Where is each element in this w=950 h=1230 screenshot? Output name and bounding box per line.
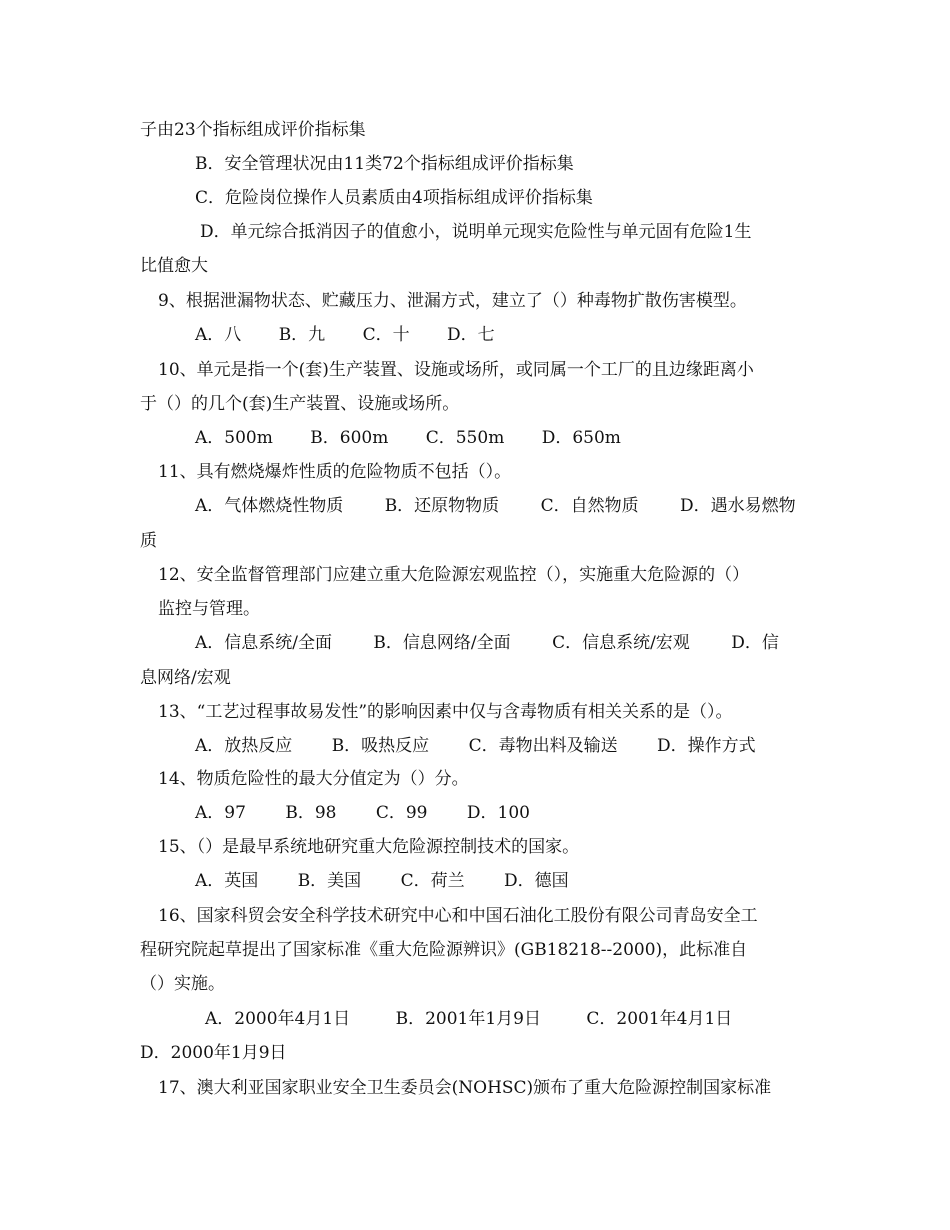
option-d: D．信 — [731, 633, 779, 653]
option-b: B．2001年1月9日 — [395, 1009, 541, 1029]
option-d: D．德国 — [504, 871, 569, 891]
option-a: A．2000年4月1日 — [205, 1009, 351, 1029]
option-a: A．放热反应 — [195, 736, 293, 756]
question-16-options — [205, 1008, 732, 1030]
option-a: A．500m — [195, 428, 273, 448]
text-line: （）实施。 — [140, 974, 225, 994]
question-13: 13、“工艺过程事故易发性”的影响因素中仅与含毒物质有相关关系的是（）。 — [158, 702, 733, 722]
question-13-options — [195, 735, 756, 757]
option-c: C．550m — [425, 428, 505, 448]
text-line: 于（）的几个(套)生产装置、设施或场所。 — [140, 394, 460, 414]
option-d: D．遇水易燃物 — [680, 496, 796, 516]
option-c: C．荷兰 — [400, 871, 465, 891]
text-line: 子由23个指标组成评价指标集 — [140, 120, 366, 140]
option-b: B．98 — [285, 803, 337, 823]
option-c: C．自然物质 — [540, 496, 639, 516]
question-15-options — [195, 870, 569, 892]
option-c: C．99 — [375, 803, 428, 823]
text-line: 监控与管理。 — [158, 599, 260, 619]
option-b: B．信息网络/全面 — [373, 633, 511, 653]
question-17: 17、澳大利亚国家职业安全卫生委员会(NOHSC)颁布了重大危险源控制国家标准 — [158, 1078, 772, 1098]
question-16: 16、国家科贸会安全科学技术研究中心和中国石油化工股份有限公司青岛安全工 — [158, 906, 758, 926]
option-c: C．毒物出料及输送 — [468, 736, 618, 756]
question-14-options — [195, 802, 530, 824]
option-d: D．100 — [466, 803, 530, 823]
option-c: C．2001年4月1日 — [586, 1009, 733, 1029]
option-a: A．八 — [195, 325, 242, 345]
option-c: C．十 — [362, 325, 410, 345]
option-b: B．美国 — [297, 871, 362, 891]
option-c: C．信息系统/宏观 — [552, 633, 690, 653]
option-a: A．信息系统/全面 — [195, 633, 333, 653]
option-a: A．97 — [195, 803, 246, 823]
question-10-options — [195, 427, 621, 449]
text-line: 息网络/宏观 — [140, 668, 231, 688]
question-12-options — [195, 632, 779, 654]
text-line: 比值愈大 — [140, 256, 208, 276]
option-b: B．600m — [310, 428, 389, 448]
text-line: 质 — [140, 531, 157, 551]
text-line: D．2000年1月9日 — [140, 1043, 287, 1063]
option-d: D．七 — [447, 325, 495, 345]
question-10: 10、单元是指一个(套)生产装置、设施或场所，或同属一个工厂的且边缘距离小 — [158, 360, 754, 380]
option-b: B．九 — [278, 325, 326, 345]
option-b: B．还原物物质 — [384, 496, 500, 516]
question-15: 15、（）是最早系统地研究重大危险源控制技术的国家。 — [158, 837, 580, 857]
text-line: B．安全管理状况由11类72个指标组成评价指标集 — [195, 154, 574, 174]
text-line: C．危险岗位操作人员素质由4项指标组成评价指标集 — [195, 188, 593, 208]
text-line: D．单元综合抵消因子的值愈小，说明单元现实危险性与单元固有危险1生 — [200, 222, 752, 242]
question-11-options — [195, 495, 796, 517]
option-d: D．650m — [541, 428, 621, 448]
option-d: D．操作方式 — [657, 736, 756, 756]
question-12: 12、安全监督管理部门应建立重大危险源宏观监控（），实施重大危险源的（） — [158, 565, 750, 585]
option-a: A．英国 — [195, 871, 259, 891]
question-9-options — [195, 324, 495, 346]
question-9: 9、根据泄漏物状态、贮藏压力、泄漏方式，建立了（）种毒物扩散伤害模型。 — [158, 291, 747, 311]
question-14: 14、物质危险性的最大分值定为（）分。 — [158, 769, 469, 789]
text-line: 程研究院起草提出了国家标准《重大危险源辨识》(GB18218--2000)，此标准自 — [140, 940, 748, 960]
option-a: A．气体燃烧性物质 — [195, 496, 344, 516]
option-b: B．吸热反应 — [331, 736, 430, 756]
question-11: 11、具有燃烧爆炸性质的危险物质不包括（）。 — [158, 462, 512, 482]
